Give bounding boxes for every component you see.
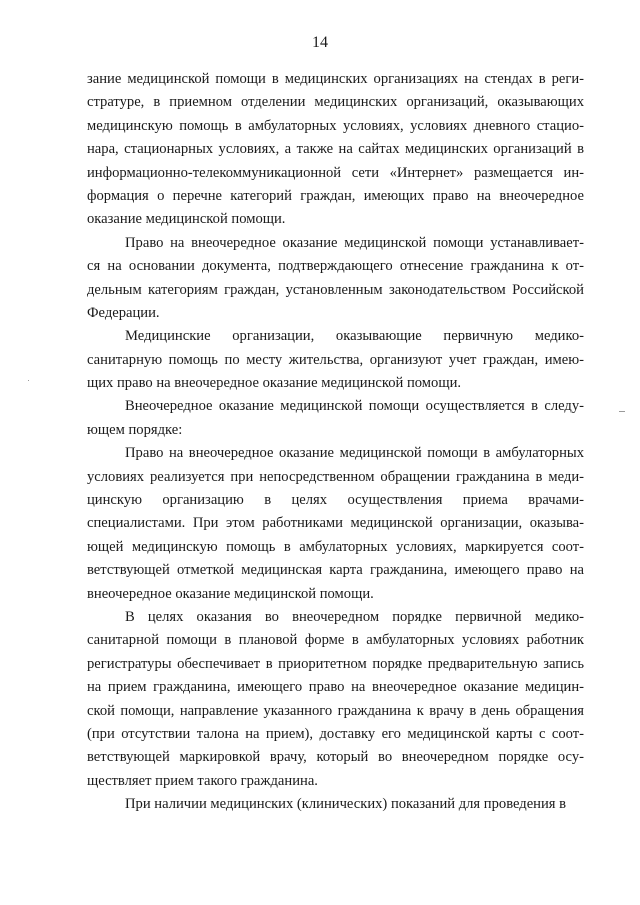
text-line: ющем порядке:	[87, 421, 183, 438]
paragraph	[87, 606, 584, 793]
text-line: ся на основании документа, подтверждающего отнесение гражданина к от-	[87, 258, 584, 275]
text-line: (при отсутствии талона на прием), доставку его медицинской карты с соот-	[87, 725, 584, 742]
paragraph	[87, 793, 584, 816]
text-line: ществляет прием такого гражданина.	[87, 772, 318, 789]
text-line: санитарной помощи в плановой форме в амбулаторных условиях работник	[87, 632, 584, 649]
paragraph	[87, 442, 584, 606]
text-line: Право на внеочередное оказание медицинской помощи устанавливает-	[125, 234, 584, 251]
text-line: ветствующей маркировкой врачу, который во внеочередном порядке осу-	[87, 749, 584, 766]
text-line: Право на внеочередное оказание медицинской помощи в амбулаторных	[125, 445, 584, 462]
text-line: В целях оказания во внеочередном порядке первичной медико-	[125, 608, 584, 625]
text-line: внеочередное оказание медицинской помощи.	[87, 585, 374, 602]
text-line: оказание медицинской помощи.	[87, 211, 286, 228]
document-body	[87, 68, 584, 817]
scan-artifact	[619, 411, 625, 412]
paragraph	[87, 232, 584, 326]
paragraph	[87, 325, 584, 395]
text-line: Федерации.	[87, 304, 160, 321]
page-number: 14	[312, 34, 328, 51]
text-line: медицинскую помощь в амбулаторных условиях, условиях дневного стацио-	[87, 117, 584, 134]
text-line: стратуре, в приемном отделении медицинских организаций, оказывающих	[87, 94, 584, 111]
text-line: цинскую организацию в целях осуществления приема врачами-	[87, 492, 584, 509]
text-line: регистратуры обеспечивает в приоритетном порядке предварительную запись	[87, 655, 584, 672]
text-line: Медицинские организации, оказывающие первичную медико-	[125, 328, 584, 345]
paragraph	[87, 68, 584, 232]
text-line: зание медицинской помощи в медицинских организациях на стендах в реги-	[87, 71, 584, 87]
text-line: формация о перечне категорий граждан, имеющих право на внеочередное	[87, 187, 584, 204]
text-line: ветствующей отметкой медицинская карта гражданина, имеющего право на	[87, 562, 584, 579]
text-line: дельным категориям граждан, установленным законодательством Российской	[87, 281, 584, 298]
text-line: условиях реализуется при непосредственном обращении гражданина в меди-	[87, 468, 584, 485]
text-line: ской помощи, направление указанного гражданина к врачу в день обращения	[87, 702, 584, 719]
text-line: на прием гражданина, имеющего право на внеочередное оказание медицин-	[87, 679, 584, 696]
text-line: При наличии медицинских (клинических) показаний для проведения в	[125, 796, 567, 813]
text-line: информационно-телекоммуникационной сети «Интернет» размещается ин-	[87, 164, 584, 181]
text-line: щих право на внеочередное оказание медицинской помощи.	[87, 375, 462, 392]
paragraph	[87, 395, 584, 442]
text-line: санитарную помощь по месту жительства, организуют учет граждан, имею-	[87, 351, 584, 368]
text-line: Внеочередное оказание медицинской помощи осуществляется в следу-	[125, 398, 584, 415]
text-line: нара, стационарных условиях, а также на сайтах медицинских организаций в	[87, 141, 584, 158]
text-line: специалистами. При этом работниками медицинской организации, оказыва-	[87, 515, 584, 532]
text-line: ющей медицинскую помощь в амбулаторных условиях, маркируется соот-	[87, 538, 584, 555]
scan-artifact	[28, 380, 29, 381]
